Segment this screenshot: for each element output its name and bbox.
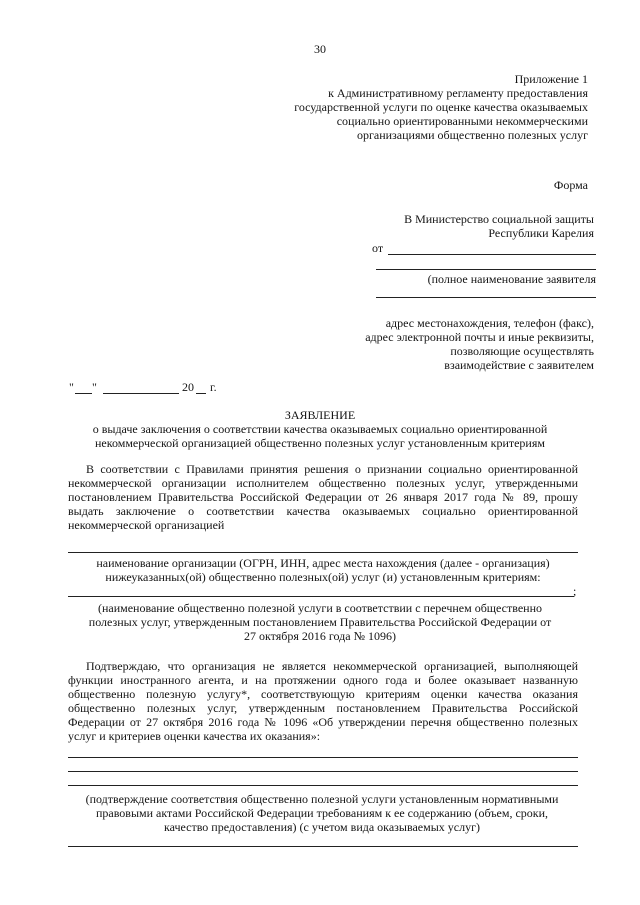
applicant-caption: (полное наименование заявителя — [427, 272, 596, 286]
service-semicolon: ; — [573, 584, 577, 598]
appendix-line: социально ориентированными некоммерческими — [336, 114, 588, 128]
paragraph2-line: Подтверждаю, что организация не является некоммерческой организацией, выполняющей — [86, 659, 578, 673]
date-quote-close: " — [92, 380, 97, 394]
page-number: 30 — [314, 42, 326, 56]
date-year-line — [196, 393, 206, 394]
confirmation-line — [68, 757, 578, 758]
service-caption-line: полезных услуг, утвержденным постановлением Правительства Российской Федерации от — [88, 615, 552, 629]
date-month-line — [103, 393, 179, 394]
date-quote-open: " — [69, 380, 74, 394]
contact-line: взаимодействие с заявителем — [444, 358, 594, 372]
appendix-line: государственной услуги по оценке качества оказываемых — [294, 100, 588, 114]
paragraph2-line: общественно полезных услуг, утвержденным постановлением Правительства Российской — [68, 701, 578, 715]
paragraph1-line: постановлением Правительства Российской Федерации от 26 января 2017 года № 89, прошу — [68, 490, 578, 504]
paragraph1-line: некоммерческой организации исполнителем общественно полезных услуг, утвержденными — [68, 476, 578, 490]
statement-subtitle-line: о выдаче заключения о соответствии качества оказываемых социально ориентированной — [92, 422, 548, 436]
organization-caption-line: нижеуказанных(ой) общественно полезных(ой) услуг (и) установленным критериям: — [105, 570, 541, 584]
confirmation-line — [68, 771, 578, 772]
paragraph2-line: функции иностранного агента, и на протяжении одного года и более оказывает названную — [68, 673, 578, 687]
applicant-name-line — [376, 269, 596, 270]
confirmation-caption-line: правовыми актами Российской Федерации требованиям к ее содержанию (объем, сроки, — [95, 806, 549, 820]
bottom-fill-line — [68, 846, 578, 847]
statement-title: ЗАЯВЛЕНИЕ — [284, 408, 356, 422]
addressee-line-1: В Министерство социальной защиты — [404, 212, 594, 226]
date-year-suffix: г. — [210, 380, 217, 394]
organization-name-line — [68, 552, 578, 553]
date-year-prefix: 20 — [182, 380, 194, 394]
from-field-line — [388, 254, 596, 255]
addressee-line-2: Республики Карелия — [488, 226, 594, 240]
service-caption-line: (наименование общественно полезной услуги в соответствии с перечнем общественно — [97, 601, 543, 615]
confirmation-caption-line: качество предоставления) (с учетом вида оказываемых услуг) — [163, 820, 480, 834]
organization-caption-line: наименование организации (ОГРН, ИНН, адрес места нахождения (далее - организация) — [96, 556, 550, 570]
date-day-line — [75, 393, 92, 394]
contact-caption — [294, 316, 594, 372]
paragraph2-line: Федерации от 27 октября 2016 года № 1096 «Об утверждении перечня общественно полезных — [68, 715, 578, 729]
service-caption-line: 27 октября 2016 года № 1096) — [243, 629, 397, 643]
appendix-title: Приложение 1 — [514, 72, 588, 86]
paragraph1-line: В соответствии с Правилами принятия решения о признании социально ориентированной — [86, 462, 578, 476]
service-name-line — [68, 596, 574, 597]
applicant-requisites-line — [376, 297, 596, 298]
confirmation-line — [68, 785, 578, 786]
contact-line: адрес местонахождения, телефон (факс), — [385, 316, 594, 330]
appendix-header — [208, 72, 588, 142]
appendix-line: к Административному регламенту предоставления — [328, 86, 588, 100]
confirmation-caption-line: (подтверждение соответствия общественно полезной услуги установленным нормативными — [85, 792, 559, 806]
form-label: Форма — [553, 178, 588, 192]
paragraph1-line: некоммерческой организацией — [68, 518, 225, 532]
contact-line: позволяющие осуществлять — [450, 344, 594, 358]
statement-subtitle-line: некоммерческой организацией общественно полезных услуг установленным критериям — [95, 436, 545, 450]
paragraph1-line: выдать заключение о соответствии качества оказываемых социально ориентированной — [68, 504, 578, 518]
contact-line: адрес электронной почты и иные реквизиты, — [365, 330, 594, 344]
paragraph2-line: общественно полезную услугу*, соответствующую критериям оценки качества оказания — [68, 687, 578, 701]
paragraph2-line: услуг и критериев оценки качества их оказания»: — [68, 729, 321, 743]
appendix-line: организациями общественно полезных услуг — [356, 128, 588, 142]
from-label: от — [372, 241, 384, 255]
